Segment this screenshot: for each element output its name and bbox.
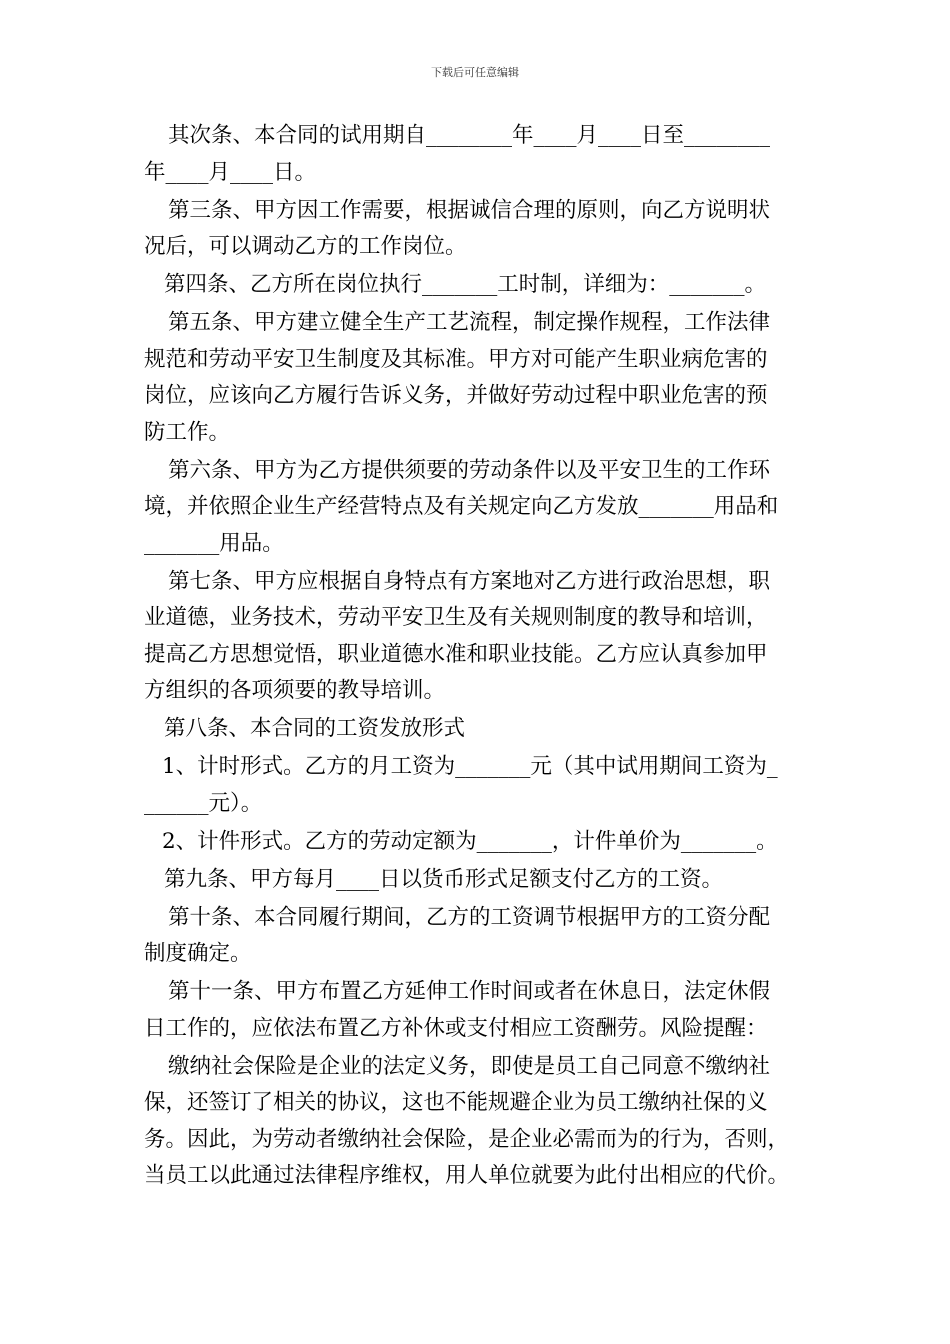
text-line: 其次条、本合同的试用期自________年____月____日至________ xyxy=(168,123,771,148)
text-line: 年____月____日。 xyxy=(144,159,317,185)
paragraph-item-2 xyxy=(144,824,810,861)
paragraph-article-2 xyxy=(144,118,810,191)
text-line: 第五条、甲方建立健全生产工艺流程，制定操作规程，工作法律 xyxy=(168,310,771,335)
text-line: 第三条、甲方因工作需要，根据诚信合理的原则，向乙方说明状 xyxy=(168,197,771,223)
text-line: 制度确定。 xyxy=(144,941,252,966)
paragraph-article-10 xyxy=(144,900,810,973)
text-line: 务。因此，为劳动者缴纳社会保险，是企业必需而为的行为，否则， xyxy=(144,1126,790,1152)
document-body xyxy=(144,118,810,1196)
text-line: 第十一条、甲方布置乙方延伸工作时间或者在休息日，法定休假 xyxy=(168,979,771,1004)
text-line: 防工作。 xyxy=(144,419,231,445)
text-line: 况后，可以调动乙方的工作岗位。 xyxy=(144,234,467,259)
text-line: 第六条、甲方为乙方提供须要的劳动条件以及平安卫生的工作环 xyxy=(168,457,771,483)
text-line: 1、计时形式。乙方的月工资为_______元（其中试用期间工资为_ xyxy=(162,754,778,779)
text-line: 第四条、乙方所在岗位执行_______工时制，详细为：_______。 xyxy=(164,272,767,297)
text-line: 2、计件形式。乙方的劳动定额为_______，计件单价为_______。 xyxy=(162,828,778,854)
text-line: 规范和劳动平安卫生制度及其标准。甲方对可能产生职业病危害的 xyxy=(144,346,768,372)
text-line: 当员工以此通过法律程序维权，用人单位就要为此付出相应的代价。 xyxy=(144,1163,790,1188)
paragraph-article-11 xyxy=(144,974,810,1047)
text-line: 第九条、甲方每月____日以货币形式足额支付乙方的工资。 xyxy=(164,866,724,892)
paragraph-article-7 xyxy=(144,564,810,710)
paragraph-article-4 xyxy=(144,267,810,304)
text-line: 提高乙方思想觉悟，职业道德水准和职业技能。乙方应认真参加甲 xyxy=(144,641,768,667)
paragraph-article-5 xyxy=(144,305,810,451)
text-line: 方组织的各项须要的教导培训。 xyxy=(144,678,446,703)
paragraph-article-9 xyxy=(144,862,810,899)
text-line: _______用品。 xyxy=(144,530,284,556)
paragraph-article-6 xyxy=(144,453,810,563)
text-line: 保，还签订了相关的协议，这也不能规避企业为员工缴纳社保的义 xyxy=(144,1090,768,1115)
text-line: 境，并依照企业生产经营特点及有关规定向乙方发放_______用品和 xyxy=(144,494,779,519)
text-line: 第七条、甲方应根据自身特点有方案地对乙方进行政治思想，职 xyxy=(168,568,771,594)
text-line: ______元）。 xyxy=(144,790,263,816)
page-header: 下载后可任意编辑 xyxy=(431,66,519,79)
text-line: 岗位，应该向乙方履行告诉义务，并做好劳动过程中职业危害的预 xyxy=(144,383,768,408)
paragraph-item-1 xyxy=(144,749,810,822)
paragraph-article-3 xyxy=(144,193,810,266)
text-line: 第十条、本合同履行期间，乙方的工资调节根据甲方的工资分配 xyxy=(168,904,771,930)
text-line: 业道德，业务技术，劳动平安卫生及有关规则制度的教导和培训， xyxy=(144,605,768,630)
paragraph-article-8 xyxy=(144,711,810,748)
text-line: 日工作的，应依法布置乙方补休或支付相应工资酬劳。风险提醒： xyxy=(144,1015,768,1041)
paragraph-risk-note xyxy=(144,1049,810,1195)
text-line: 第八条、本合同的工资发放形式 xyxy=(164,716,466,741)
text-line: 缴纳社会保险是企业的法定义务，即使是员工自己同意不缴纳社 xyxy=(168,1053,771,1079)
